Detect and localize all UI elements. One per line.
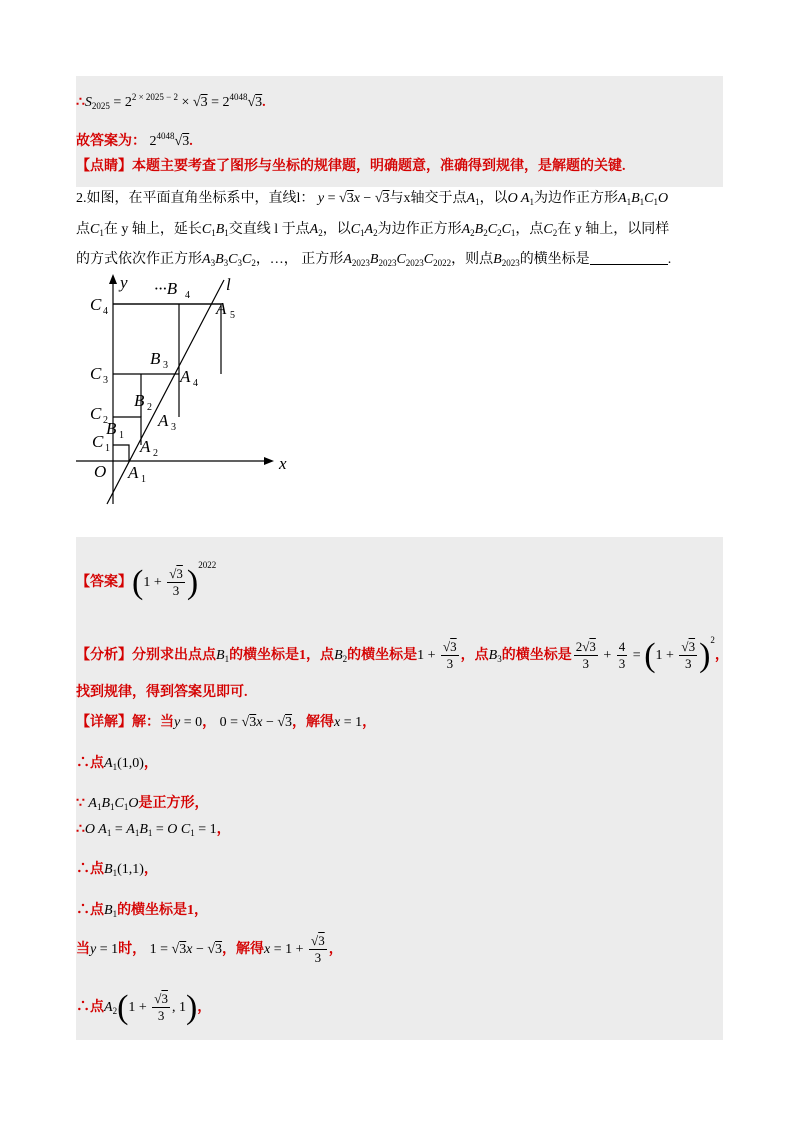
label-B1: B xyxy=(106,419,117,438)
step-a1: ∴点$A_1(1,0)$， xyxy=(76,756,158,772)
geometry-diagram xyxy=(76,272,296,512)
answer-blank xyxy=(590,250,668,265)
label-y: y xyxy=(120,273,128,292)
label-A1: A xyxy=(128,463,139,482)
sub-B4: 4 xyxy=(185,290,190,301)
problem-line-3: 的方式依次作正方形$A_3B_3C_3C_2$，…， 正方形$A_{2023}B_{2023}C_{2023}C_{2022}$，则点$B_{2023}$的横坐标是 . xyxy=(76,252,672,268)
problem-line-1: 2.如图，在平面直角坐标系中，直线l： y = √3x − √3与x轴交于点$A_1$，以O $A_1$为边作正方形$A_1B_1C_1O$ xyxy=(76,191,669,207)
step-square: ∵ $A_1B_1C_1O$是正方形， xyxy=(76,796,209,812)
sub-C2: 2 xyxy=(103,415,108,426)
sub-A3: 3 xyxy=(171,422,176,433)
sub-B2: 2 xyxy=(147,402,152,413)
sub-C1: 1 xyxy=(105,443,110,454)
step-y1: 当y = 1时， 1 = √3x − √3，解得x = 1 + $\frac{√3}{3}$ ， xyxy=(76,933,343,966)
label-C2: C xyxy=(90,404,102,423)
label-A5: A xyxy=(216,299,227,318)
label-C4: C xyxy=(90,295,102,314)
detail-row: 【详解】解：当y = 0， 0 = √3x − √3，解得x = 1， xyxy=(76,715,377,730)
label-C1: C xyxy=(92,432,104,451)
sub-A2: 2 xyxy=(153,448,158,459)
sub-B1: 1 xyxy=(119,430,124,441)
label-O: O xyxy=(94,462,107,481)
sub-C4: 4 xyxy=(103,306,108,317)
step-a2: ∴点$A_2(1$ + $\frac{√3}{3}$ , 1)， xyxy=(76,988,212,1026)
comment-line: 【点睛】本题主要考查了图形与坐标的规律题，明确题意，准确得到规律，是解题的关键. xyxy=(76,159,626,174)
square-2 xyxy=(113,417,141,445)
step-b1x: ∴点$B_1$的横坐标是1， xyxy=(76,903,209,919)
sub-A4: 4 xyxy=(193,378,198,389)
sub-B3: 3 xyxy=(163,360,168,371)
label-B4: ···B xyxy=(154,279,178,298)
square-3 xyxy=(113,374,179,417)
line-l xyxy=(107,280,224,504)
sub-A5: 5 xyxy=(230,310,235,321)
analysis-cont: 找到规律，得到答案见即可. xyxy=(76,685,248,700)
label-B3: B xyxy=(150,349,161,368)
label-A2: A xyxy=(140,437,151,456)
y-axis-arrow xyxy=(109,274,117,284)
label-A4: A xyxy=(180,367,191,386)
answer-line: 故答案为： $2^{4048}√3$. xyxy=(76,131,193,149)
step-b1: ∴点$B_1(1,1)$， xyxy=(76,862,158,878)
label-A3: A xyxy=(158,411,169,430)
label-B2: B xyxy=(134,391,145,410)
analysis-row: 【分析】分别求出点点$B_1$的横坐标是1，点$B_2$的横坐标是1 + $\frac{√3}{3}$ ，点$B_3$的横坐标是 $\frac{2√3}{3}$ + $\frac{4}{3}$ = (1 + $\frac{√3}{3}$ )$^2$， xyxy=(76,635,729,674)
step-eq: ∴O $A_1 = A_1B_1 = O$ $C_1 = 1$， xyxy=(76,822,231,838)
answer-row: 【答案】(1 + $\frac{√3}{3}$ )$^{2022}$ xyxy=(76,560,217,601)
sub-A1: 1 xyxy=(141,474,146,485)
label-l: l xyxy=(226,275,231,294)
sub-C3: 3 xyxy=(103,375,108,386)
problem-line-2: 点$C_1$在 y 轴上，延长$C_1B_1$交直线 l 于点$A_2$，以$C_1A_2$为边作正方形$A_2B_2C_2C_1$，点$C_2$在 y 轴上，以同样 xyxy=(76,222,670,238)
x-axis-arrow xyxy=(264,457,274,465)
label-x: x xyxy=(279,454,287,473)
s2025-result: $\therefore S_{2025} = 2^{2 \times 2025 - 2} \times √3 = 2^{4048}√3$. xyxy=(76,92,266,111)
label-C3: C xyxy=(90,364,102,383)
square-1 xyxy=(113,445,129,461)
